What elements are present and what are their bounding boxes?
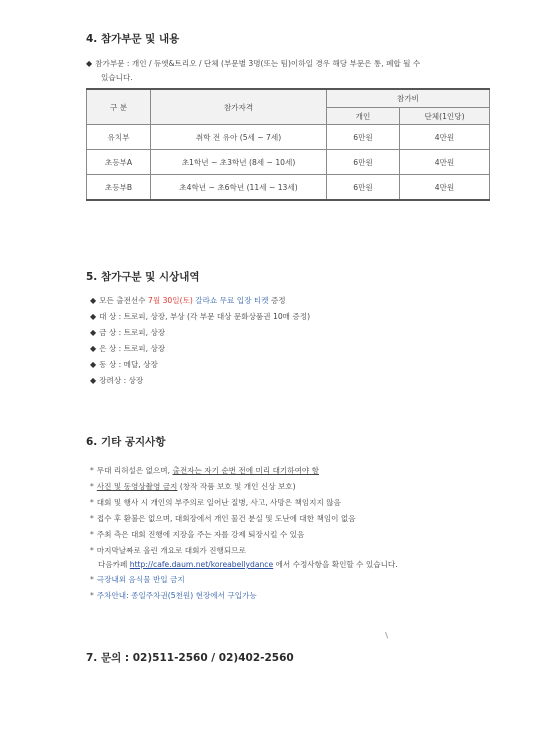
- notice-refund: [90, 513, 356, 524]
- award-gold-text: 금 상 : 트로피, 상장: [99, 328, 166, 337]
- participation-note: [86, 58, 420, 69]
- diamond-bullet-icon: ◆: [90, 360, 97, 369]
- cell-category: 유치부: [87, 125, 151, 150]
- diamond-bullet-icon: ◆: [90, 376, 97, 385]
- notice-photo-emphasis: 사진 및 동영상촬영 금지: [96, 482, 178, 491]
- award-silver: [90, 343, 165, 354]
- section6-title: 6. 기타 공지사항: [86, 436, 166, 448]
- table-row: [87, 150, 490, 175]
- cafe-link[interactable]: http://cafe.daum.net/koreabellydance: [129, 560, 274, 569]
- notice-schedule: [90, 545, 246, 556]
- award-all-text: 모든 출전선수: [99, 296, 148, 305]
- table-row: [87, 175, 490, 201]
- scan-mark: [385, 630, 392, 638]
- cell-group-fee: 4만원: [400, 175, 490, 201]
- asterisk-bullet-icon: *: [90, 498, 94, 507]
- fee-table: [86, 88, 490, 201]
- notice-parking: [90, 590, 257, 601]
- cell-qualification: 초4학년 ~ 초6학년 (11세 ~ 13세): [151, 175, 327, 201]
- cell-individual-fee: 6만원: [327, 150, 400, 175]
- section7-contact: 7. 문의 : 02)511-2560 / 02)402-2560: [86, 652, 294, 664]
- header-qualification: 참가자격: [151, 89, 327, 125]
- notice-schedule-text: 마지막날짜로 올린 개요로 대회가 진행되므로: [96, 546, 246, 555]
- notice-food-text: 극장내외 음식물 반입 금지: [96, 575, 185, 584]
- notice-liability: [90, 497, 341, 508]
- cell-individual-fee: 6만원: [327, 175, 400, 201]
- notice-parking-text: 주차안내: 종일주차권(5천원) 현장에서 구입가능: [96, 591, 257, 600]
- award-gold: [90, 327, 165, 338]
- notice-rehearsal: [90, 465, 319, 476]
- notice-refund-text: 접수 후 환불은 없으며, 대회장에서 개인 물건 분실 및 도난에 대한 책임이 없음: [96, 514, 356, 523]
- notice-photo: [90, 481, 296, 492]
- notice-rehearsal-text: 무대 리허설은 없으며,: [96, 466, 173, 475]
- header-individual: 개인: [327, 108, 400, 125]
- notice-photo-text: (창작 작품 보호 및 개인 신상 보호): [177, 482, 296, 491]
- asterisk-bullet-icon: *: [90, 546, 94, 555]
- notice-expulsion-text: 주최 측은 대회 진행에 지장을 주는 자를 강제 퇴장시킬 수 있음: [96, 530, 305, 539]
- cell-category: 초등부B: [87, 175, 151, 201]
- diamond-bullet-icon: ◆: [90, 344, 97, 353]
- asterisk-bullet-icon: *: [90, 591, 94, 600]
- cell-individual-fee: 6만원: [327, 125, 400, 150]
- award-encourage: [90, 375, 143, 386]
- participation-note-line1: 참가부문 : 개인 / 듀엣&트리오 / 단체 (부문별 3명(또는 팀)이하일 경우 해당 부문은 통, 폐합 될 수: [95, 59, 421, 68]
- award-bronze: [90, 359, 158, 370]
- cell-group-fee: 4만원: [400, 125, 490, 150]
- participation-note-line2: 있습니다.: [101, 73, 133, 82]
- asterisk-bullet-icon: *: [90, 514, 94, 523]
- diamond-bullet-icon: ◆: [90, 328, 97, 337]
- header-fee: 참가비: [327, 89, 490, 108]
- diamond-bullet-icon: ◆: [90, 296, 97, 305]
- asterisk-bullet-icon: *: [90, 575, 94, 584]
- award-all-participants: [90, 295, 286, 306]
- cell-qualification: 취학 전 유아 (5세 ~ 7세): [151, 125, 327, 150]
- asterisk-bullet-icon: *: [90, 482, 94, 491]
- cell-category: 초등부A: [87, 150, 151, 175]
- header-category: 구 분: [87, 89, 151, 125]
- header-group: 단체(1인당): [400, 108, 490, 125]
- award-all-event: 갈라쇼 무료 입장 티켓: [195, 296, 269, 305]
- notice-liability-text: 대회 및 행사 시 개인의 부주의로 일어난 질병, 사고, 사망은 책임지지 않음: [96, 498, 341, 507]
- award-encourage-text: 장려상 : 상장: [99, 376, 144, 385]
- notice-rehearsal-emphasis: 출전자는 자기 순번 전에 미리 대기하여야 함: [172, 466, 320, 475]
- notice-expulsion: [90, 529, 304, 540]
- award-grand: [90, 311, 310, 322]
- award-all-date: 7월 30일(토): [148, 296, 193, 305]
- award-grand-text: 대 상 : 트로피, 상장, 부상 (각 부문 대상 문화상품권 10매 증정): [99, 312, 311, 321]
- section5-title: 5. 참가구분 및 시상내역: [86, 271, 200, 283]
- notice-cafe-suffix: 에서 수정사항을 확인할 수 있습니다.: [273, 560, 398, 569]
- diamond-bullet-icon: ◆: [90, 312, 97, 321]
- cell-group-fee: 4만원: [400, 150, 490, 175]
- notice-cafe: [98, 559, 398, 570]
- table-row: [87, 125, 490, 150]
- award-silver-text: 은 상 : 트로피, 상장: [99, 344, 166, 353]
- notice-food: [90, 574, 185, 585]
- diamond-bullet-icon: ◆: [86, 59, 93, 68]
- award-bronze-text: 동 상 : 메달, 상장: [99, 360, 158, 369]
- section4-title: 4. 참가부문 및 내용: [86, 33, 180, 45]
- notice-cafe-text: 다음카페: [98, 560, 130, 569]
- award-all-suffix: 증정: [268, 296, 286, 305]
- cell-qualification: 초1학년 ~ 초3학년 (8세 ~ 10세): [151, 150, 327, 175]
- asterisk-bullet-icon: *: [90, 530, 94, 539]
- asterisk-bullet-icon: *: [90, 466, 94, 475]
